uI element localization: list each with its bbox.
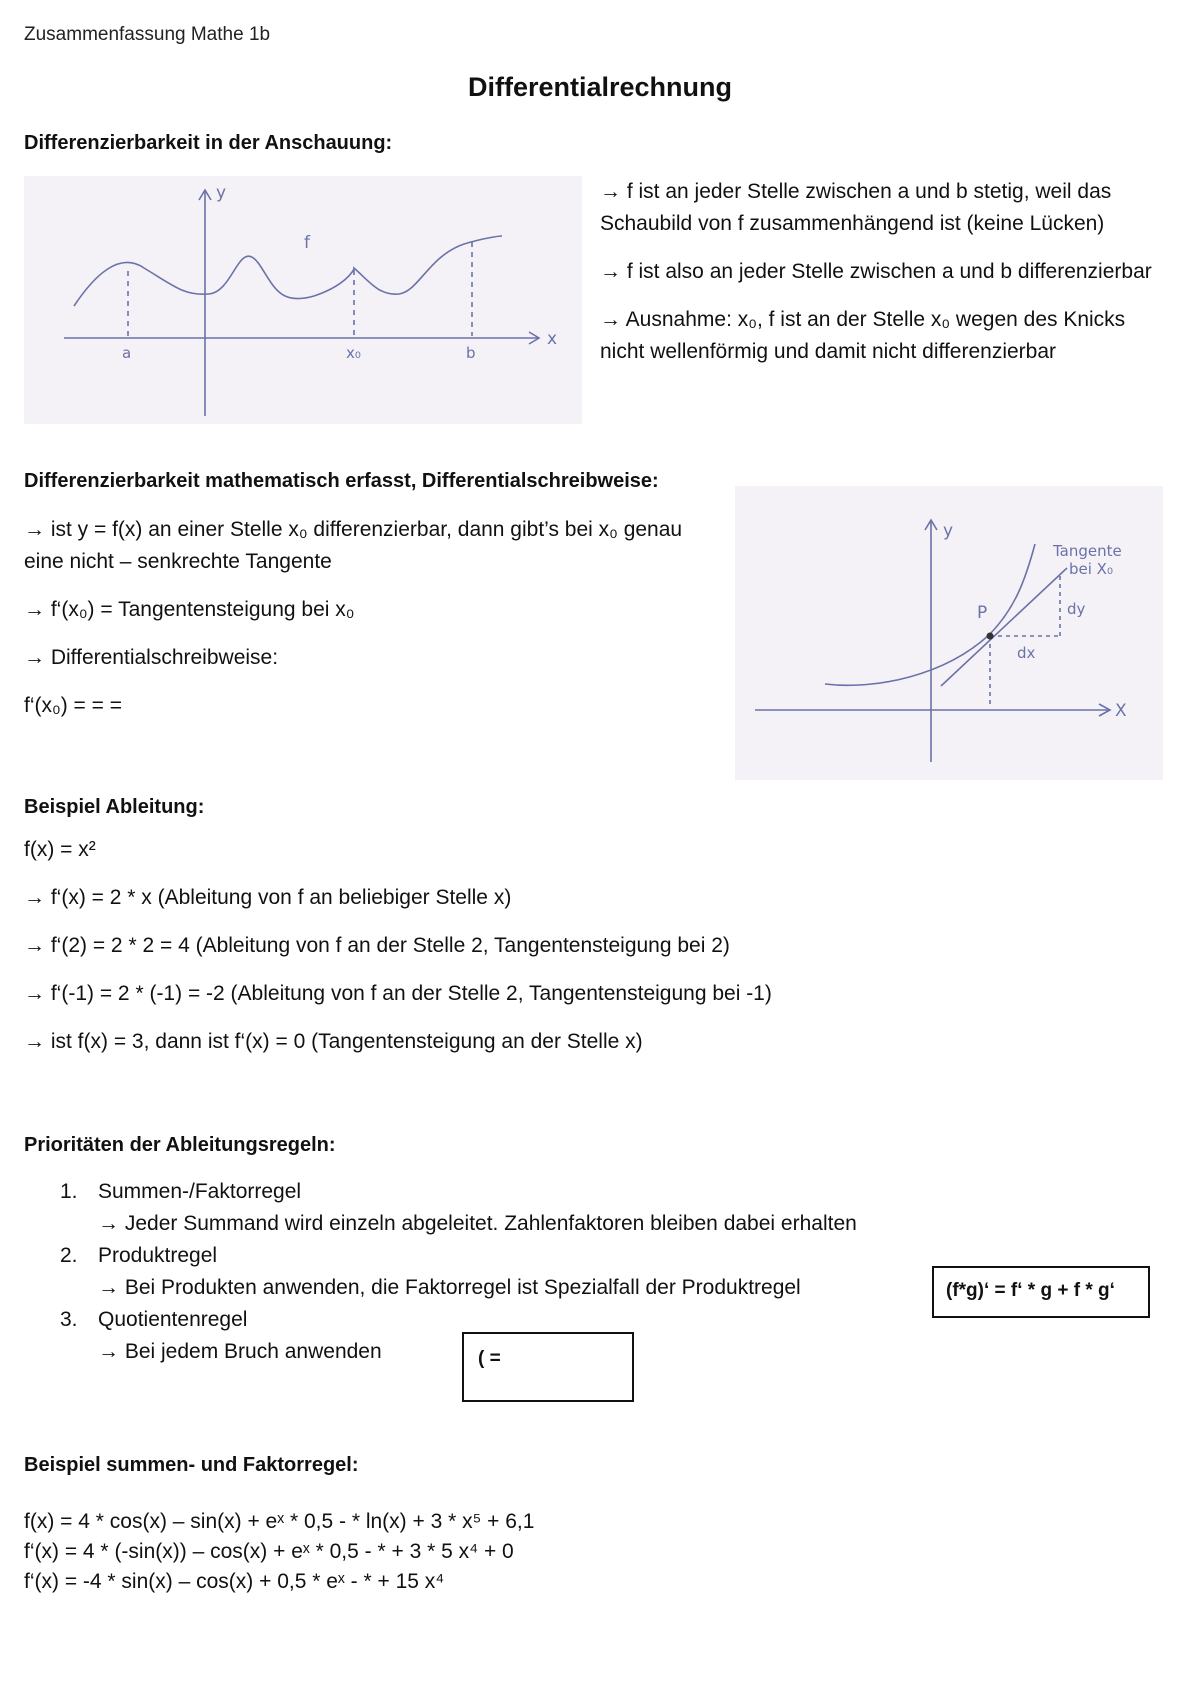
formula-fx: f(x) = 4 * cos(x) – sin(x) + eˣ * 0,5 - * ln(x) + 3 * x⁵ + 6,1 bbox=[24, 1510, 535, 1533]
example-constant: → ist f(x) = 3, dann ist f‘(x) = 0 (Tangentensteigung an der Stelle x) bbox=[24, 1030, 643, 1053]
sketch1-label-a: a bbox=[122, 344, 132, 362]
formula-fprime-simplified: f‘(x) = -4 * sin(x) – cos(x) + 0,5 * eˣ - * + 15 x⁴ bbox=[24, 1570, 445, 1593]
example-f-at-2: → f‘(2) = 2 * 2 = 4 (Ableitung von f an der Stelle 2, Tangentensteigung bei 2) bbox=[24, 934, 730, 957]
sketch1-label-x: x bbox=[547, 329, 558, 349]
rule-label: Summen-/Faktorregel bbox=[98, 1180, 302, 1203]
product-rule-box: (f*g)‘ = f‘ * g + f * g‘ bbox=[932, 1266, 1150, 1318]
sketch2-label-tangent: Tangente bbox=[1053, 542, 1122, 560]
section-heading-prioritaeten: Prioritäten der Ableitungsregeln: bbox=[24, 1134, 336, 1156]
rule-number: 1. bbox=[60, 1180, 78, 1203]
sketch1-label-b: b bbox=[466, 344, 476, 362]
tangent-line bbox=[941, 568, 1067, 686]
line-differentialschreibweise: → Differentialschreibweise: bbox=[24, 646, 279, 669]
rule-label: Quotientenregel bbox=[98, 1308, 248, 1331]
section-heading-anschauung: Differenzierbarkeit in der Anschauung: bbox=[24, 132, 393, 154]
section-heading-beispiel-ableitung: Beispiel Ableitung: bbox=[24, 796, 205, 818]
rule-description: → Bei jedem Bruch anwenden bbox=[98, 1340, 382, 1363]
quotient-rule-box: ( = bbox=[462, 1332, 634, 1402]
example-fx: f(x) = x² bbox=[24, 838, 96, 861]
sketch1-label-x0: x₀ bbox=[346, 344, 361, 362]
rule-number: 3. bbox=[60, 1308, 78, 1331]
sketch1-label-f: f bbox=[304, 233, 310, 253]
page-title: Differentialrechnung bbox=[467, 72, 733, 102]
example-f-at-minus-1: → f‘(-1) = 2 * (-1) = -2 (Ableitung von f an der Stelle 2, Tangentensteigung bei -1) bbox=[24, 982, 772, 1005]
sketch2-label-y: y bbox=[943, 521, 954, 541]
sketch1-label-y: y bbox=[216, 183, 227, 203]
sketch2-label-x: X bbox=[1115, 701, 1127, 721]
bullet-differenzierbar: → f ist also an jeder Stelle zwischen a und b differenzierbar bbox=[600, 260, 1152, 283]
anschauung-bullets bbox=[600, 176, 1160, 368]
section-heading-beispiel-summenregel: Beispiel summen- und Faktorregel: bbox=[24, 1454, 359, 1476]
example-derivative: → f‘(x) = 2 * x (Ableitung von f an beliebiger Stelle x) bbox=[24, 886, 512, 909]
rule-description: → Bei Produkten anwenden, die Faktorregel ist Spezialfall der Produktregel bbox=[98, 1276, 801, 1299]
line-tangentensteigung: → f‘(x₀) = Tangentensteigung bei x₀ bbox=[24, 598, 355, 621]
sketch-graph-anschauung bbox=[24, 176, 582, 424]
sketch2-label-dx: dx bbox=[1017, 644, 1036, 662]
sketch2-label-tangent2: bei X₀ bbox=[1069, 560, 1113, 578]
rule-description: → Jeder Summand wird einzeln abgeleitet. Zahlenfaktoren bleiben dabei erhalten bbox=[98, 1212, 857, 1235]
formula-fprime: f‘(x) = 4 * (-sin(x)) – cos(x) + eˣ * 0,5 - * + 3 * 5 x⁴ + 0 bbox=[24, 1540, 514, 1563]
curve-f bbox=[825, 544, 1035, 685]
page-header: Zusammenfassung Mathe 1b bbox=[24, 24, 271, 45]
rule-item bbox=[60, 1176, 940, 1240]
bullet-ausnahme: → Ausnahme: x₀, f ist an der Stelle x₀ wegen des Knicks nicht wellenförmig und damit nicht differenzierbar bbox=[600, 308, 1126, 363]
rule-item bbox=[60, 1240, 940, 1304]
curve-f bbox=[74, 236, 502, 306]
bullet-stetig: → f ist an jeder Stelle zwischen a und b stetig, weil das Schaubild von f zusammenhängend ist (keine Lücken) bbox=[600, 180, 1112, 235]
sketch2-label-p: P bbox=[977, 603, 988, 623]
point-p bbox=[987, 633, 994, 640]
rule-number: 2. bbox=[60, 1244, 78, 1267]
sketch-graph-tangente bbox=[735, 486, 1163, 780]
section-heading-mathematisch: Differenzierbarkeit mathematisch erfasst, Differentialschreibweise: bbox=[24, 470, 659, 492]
line-differential-formula: f‘(x₀) = = = bbox=[24, 694, 122, 717]
sketch2-label-dy: dy bbox=[1067, 600, 1086, 618]
mathematisch-lines bbox=[24, 514, 724, 722]
rule-label: Produktregel bbox=[98, 1244, 218, 1267]
line-tangente: → ist y = f(x) an einer Stelle x₀ differenzierbar, dann gibt’s bei x₀ genau eine nicht – senkrechte Tangente bbox=[24, 518, 683, 573]
